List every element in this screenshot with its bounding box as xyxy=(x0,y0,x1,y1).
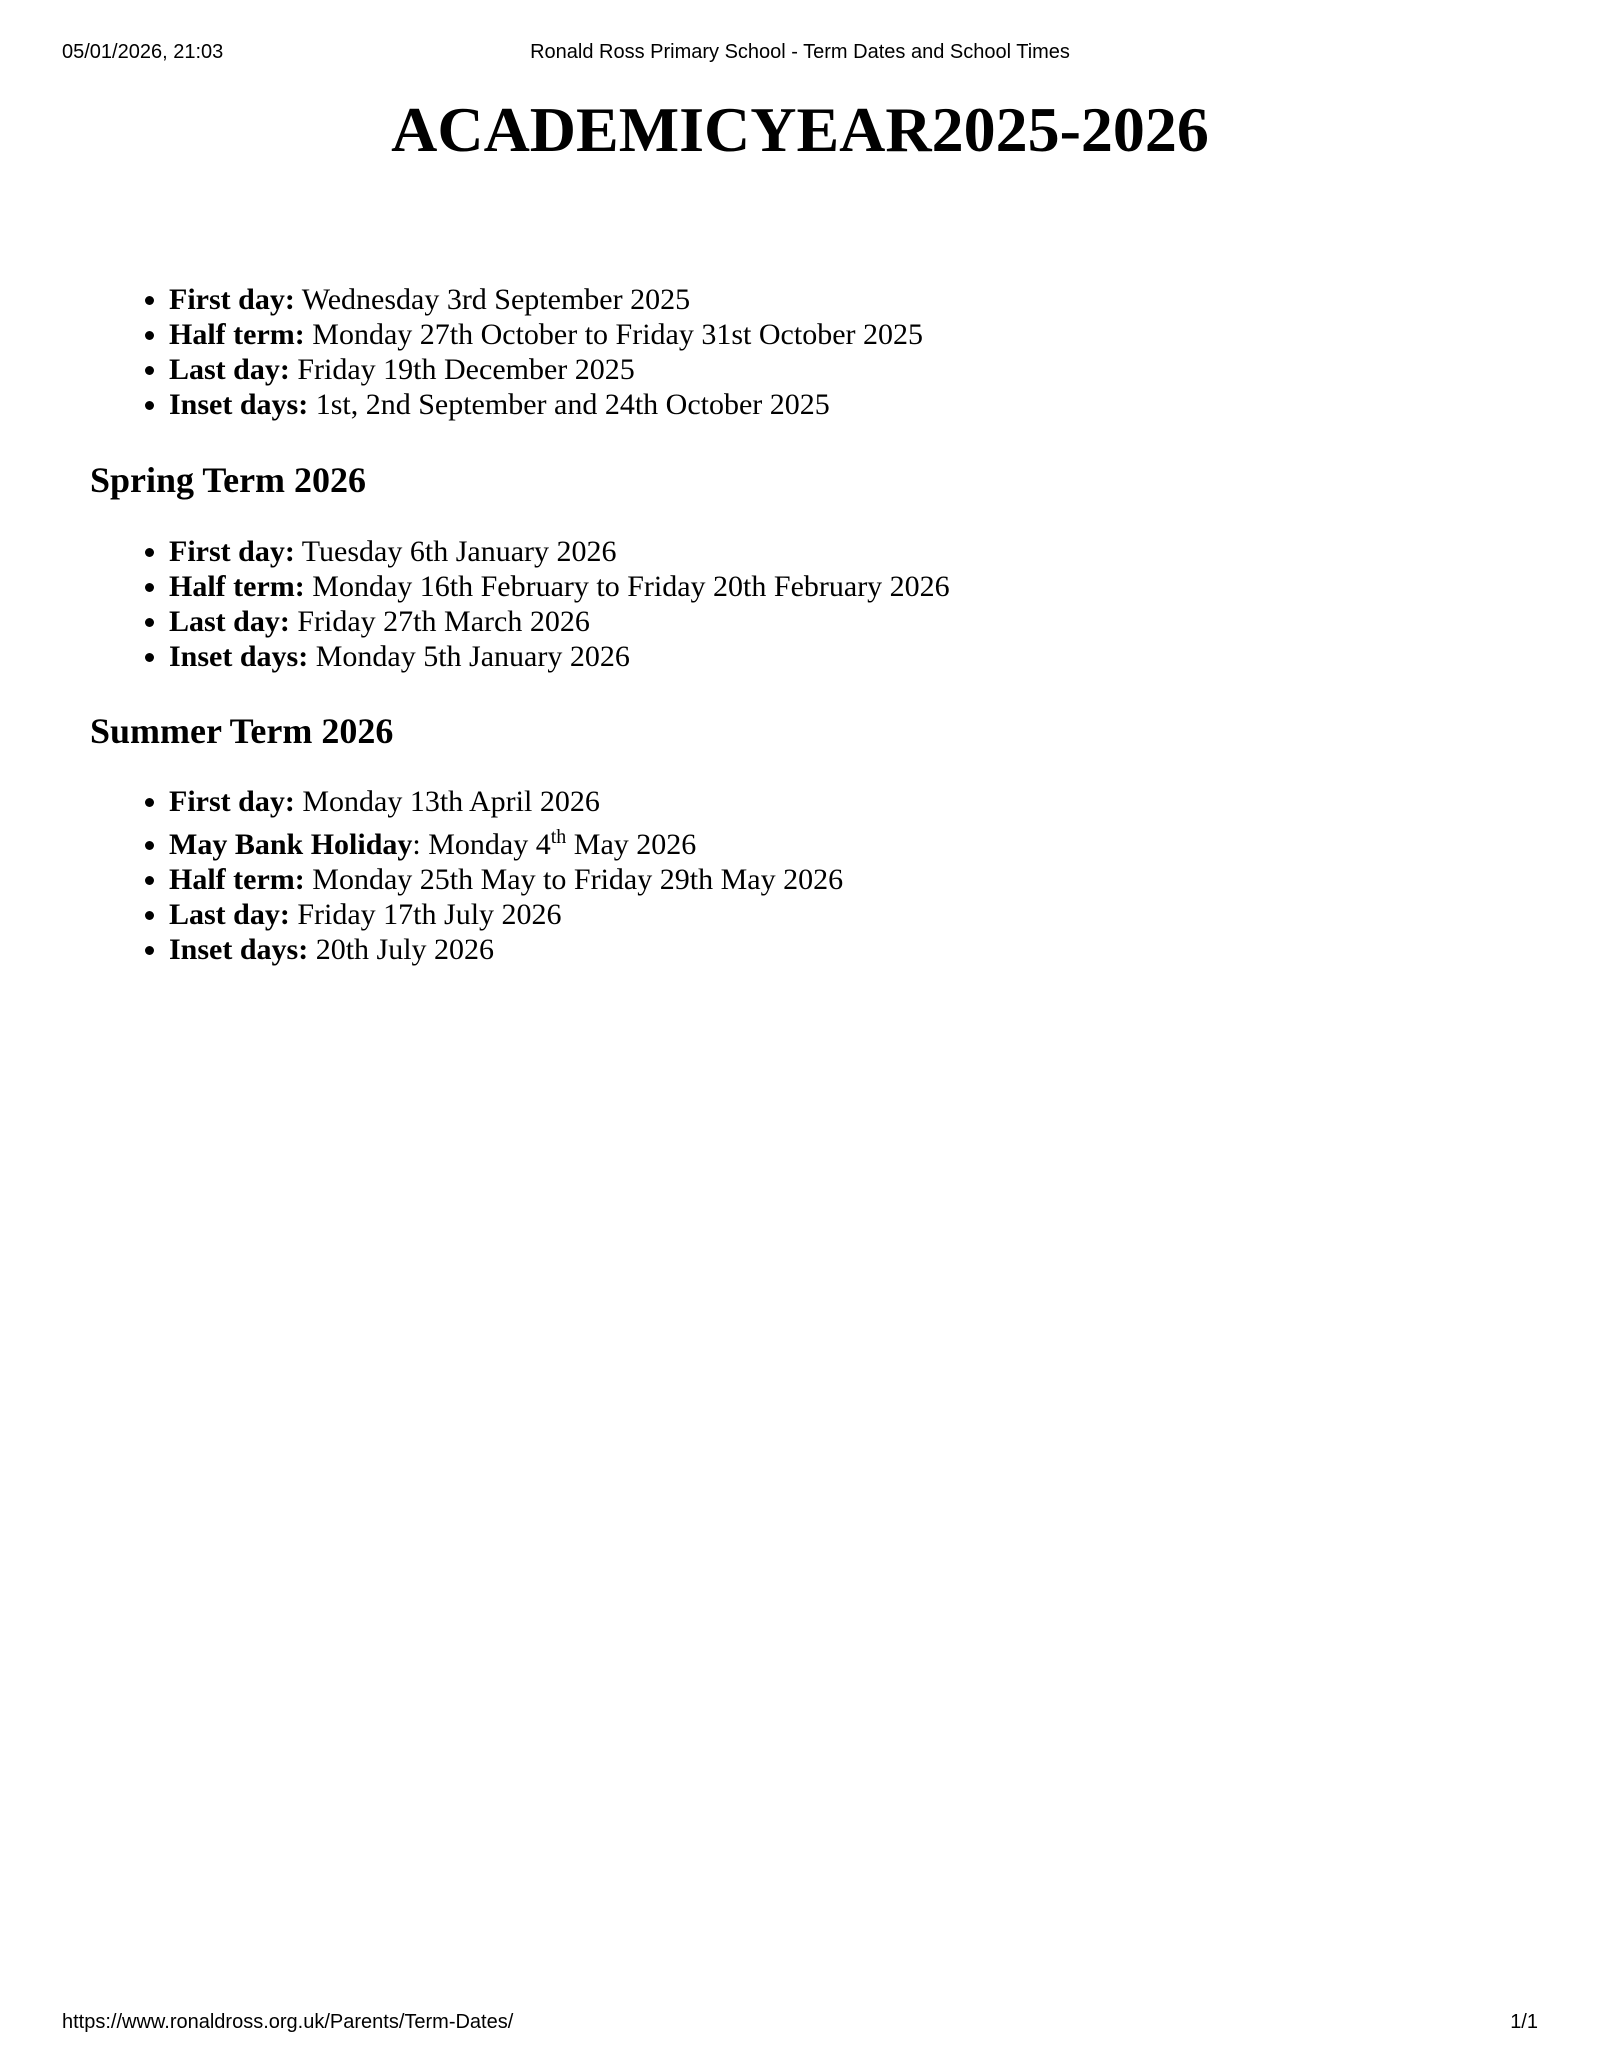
list-item xyxy=(169,352,1490,387)
item-value: Monday 13th April 2026 xyxy=(294,785,600,818)
page-title: ACADEMICYEAR2025-2026 xyxy=(391,94,1209,165)
list-item xyxy=(169,784,1490,819)
item-label: May Bank Holiday xyxy=(169,828,413,861)
item-value: Monday 25th May to Friday 29th May 2026 xyxy=(304,863,844,896)
item-label: Half term: xyxy=(169,318,305,351)
ordinal-superscript: th xyxy=(550,826,567,848)
item-value: Tuesday 6th January 2026 xyxy=(294,535,617,568)
item-value: 1st, 2nd September and 24th October 2025 xyxy=(308,388,830,421)
term-dates-content xyxy=(90,282,1490,967)
item-label: Last day: xyxy=(169,605,290,638)
list-item xyxy=(169,604,1490,639)
item-label: First day: xyxy=(169,283,295,316)
spring-term-list xyxy=(90,534,1490,674)
spring-term-heading: Spring Term 2026 xyxy=(90,460,367,500)
item-label: First day: xyxy=(169,785,295,818)
list-item xyxy=(169,862,1490,897)
autumn-term-list xyxy=(90,282,1490,422)
item-label: First day: xyxy=(169,535,295,568)
item-value: Wednesday 3rd September 2025 xyxy=(294,283,691,316)
item-value: Friday 19th December 2025 xyxy=(289,353,635,386)
list-item xyxy=(169,534,1490,569)
print-footer-page-number: 1/1 xyxy=(1510,2011,1538,2033)
item-label: Inset days: xyxy=(169,640,309,673)
list-item xyxy=(169,639,1490,674)
item-value-before: : Monday 4 xyxy=(412,828,551,861)
list-item xyxy=(169,819,1490,862)
summer-term-heading: Summer Term 2026 xyxy=(90,711,394,751)
list-item xyxy=(169,569,1490,604)
print-header-datetime: 05/01/2026, 21:03 xyxy=(62,41,224,63)
print-footer-url: https://www.ronaldross.org.uk/Parents/Term-Dates/ xyxy=(62,2011,514,2033)
item-value: Monday 16th February to Friday 20th February 2026 xyxy=(304,570,950,603)
item-label: Inset days: xyxy=(169,388,309,421)
list-item xyxy=(169,932,1490,967)
list-item xyxy=(169,387,1490,422)
item-value-after: May 2026 xyxy=(566,828,697,861)
item-value: 20th July 2026 xyxy=(308,933,495,966)
summer-term-list xyxy=(90,784,1490,967)
item-value: Monday 5th January 2026 xyxy=(308,640,630,673)
list-item xyxy=(169,897,1490,932)
item-label: Half term: xyxy=(169,570,305,603)
print-header-page-title: Ronald Ross Primary School - Term Dates and School Times xyxy=(530,41,1070,63)
item-label: Last day: xyxy=(169,898,290,931)
list-item xyxy=(169,317,1490,352)
item-value: Friday 17th July 2026 xyxy=(289,898,562,931)
list-item xyxy=(169,282,1490,317)
item-value: Monday 27th October to Friday 31st October 2025 xyxy=(304,318,924,351)
item-value: Friday 27th March 2026 xyxy=(289,605,590,638)
item-label: Inset days: xyxy=(169,933,309,966)
item-label: Last day: xyxy=(169,353,290,386)
item-label: Half term: xyxy=(169,863,305,896)
